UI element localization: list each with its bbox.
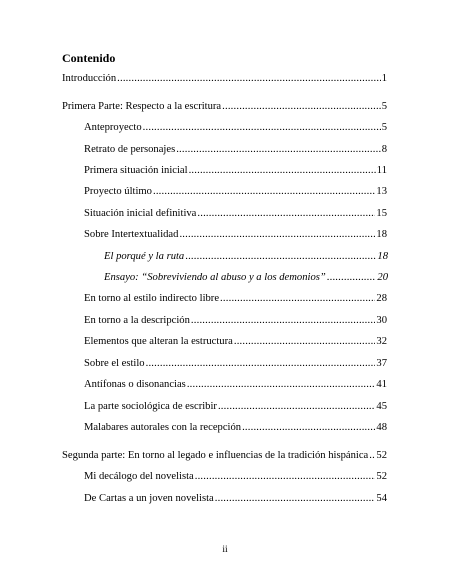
dot-leader: [369, 449, 375, 463]
toc-entry-page: 5: [381, 101, 387, 112]
toc-entry-title: El porqué y la ruta: [104, 251, 185, 262]
dot-leader: [215, 492, 376, 506]
toc-entry-page: 45: [376, 401, 387, 412]
toc-entry-title: Primera Parte: Respecto a la escritura: [62, 101, 222, 112]
toc-entry-title: Sobre el estilo: [84, 358, 145, 369]
toc-entry-title: Proyecto último: [84, 186, 152, 197]
toc-entry-title: Retrato de personajes: [84, 144, 176, 155]
dot-leader: [222, 100, 381, 114]
toc-heading: Contenido: [62, 51, 116, 65]
dot-leader: [197, 207, 375, 221]
dot-leader: [185, 250, 376, 264]
dot-leader: [195, 470, 376, 484]
toc-entry-antifonas[interactable]: [84, 378, 387, 392]
toc-entry-page: 41: [376, 379, 387, 390]
toc-entry-malabares-autorales[interactable]: [84, 421, 387, 435]
toc-entry-page: 1: [381, 73, 387, 84]
dot-leader: [179, 228, 375, 242]
toc-entry-page: 30: [376, 315, 387, 326]
toc-entry-title: Segunda parte: En torno al legado e influencias de la tradición hispánica: [62, 450, 369, 461]
toc-entry-title: Antífonas o disonancias: [84, 379, 186, 390]
toc-entry-anteproyecto[interactable]: [84, 121, 387, 135]
toc-entry-title: Mi decálogo del novelista: [84, 471, 194, 482]
toc-entry-title: En torno al estilo indirecto libre: [84, 293, 220, 304]
toc-entry-title: Anteproyecto: [84, 122, 142, 133]
toc-entry-parte-sociologica[interactable]: [84, 400, 387, 414]
toc-entry-title: De Cartas a un joven novelista: [84, 493, 214, 504]
toc-entry-elementos-estructura[interactable]: [84, 335, 387, 349]
toc-entry-page: 28: [376, 293, 387, 304]
dot-leader: [242, 421, 375, 435]
toc-entry-title: Situación inicial definitiva: [84, 208, 197, 219]
toc-entry-en-torno-a-la-descripcion[interactable]: [84, 314, 387, 328]
toc-entry-page: 11: [376, 165, 387, 176]
page-number-footer: ii: [222, 545, 228, 555]
toc-entry-primera-parte[interactable]: [62, 100, 387, 114]
dot-leader: [327, 271, 377, 285]
dot-leader: [234, 335, 376, 349]
toc-entry-page: 18: [376, 229, 387, 240]
dot-leader: [189, 164, 376, 178]
toc-entry-cartas-joven-novelista[interactable]: [84, 492, 387, 506]
toc-entry-title: Primera situación inicial: [84, 165, 188, 176]
toc-entry-page: 5: [381, 122, 387, 133]
toc-entry-sobre-intertextualidad[interactable]: [84, 228, 387, 242]
dot-leader: [117, 72, 381, 86]
toc-entry-retrato-de-personajes[interactable]: [84, 143, 387, 157]
toc-entry-proyecto-ultimo[interactable]: [84, 185, 387, 199]
toc-entry-title: Elementos que alteran la estructura: [84, 336, 233, 347]
toc-entry-page: 48: [376, 422, 387, 433]
toc-entry-page: 52: [376, 450, 387, 461]
dot-leader: [143, 121, 381, 135]
toc-entry-el-porque-y-la-ruta[interactable]: [104, 250, 388, 264]
toc-entry-page: 20: [377, 272, 388, 283]
toc-entry-page: 52: [376, 471, 387, 482]
toc-entry-title: Introducción: [62, 73, 117, 84]
toc-entry-title: Malabares autorales con la recepción: [84, 422, 242, 433]
toc-entry-estilo-indirecto-libre[interactable]: [84, 292, 387, 306]
toc-entry-introduccion[interactable]: [62, 72, 387, 86]
toc-entry-page: 15: [376, 208, 387, 219]
toc-entry-page: 13: [376, 186, 387, 197]
dot-leader: [146, 357, 376, 371]
toc-entry-primera-situacion-inicial[interactable]: [84, 164, 387, 178]
toc-entry-ensayo-sobreviviendo[interactable]: [104, 271, 388, 285]
toc-entry-situacion-inicial-definitiva[interactable]: [84, 207, 387, 221]
toc-entry-title: La parte sociológica de escribir: [84, 401, 217, 412]
dot-leader: [191, 314, 376, 328]
toc-entry-segunda-parte[interactable]: [62, 449, 387, 463]
dot-leader: [187, 378, 376, 392]
toc-entry-title: Ensayo: “Sobreviviendo al abuso y a los demonios”: [104, 272, 326, 283]
dot-leader: [220, 292, 375, 306]
toc-entry-page: 37: [376, 358, 387, 369]
dot-leader: [218, 400, 375, 414]
toc-entry-decalogo-del-novelista[interactable]: [84, 470, 387, 484]
toc-entry-page: 32: [376, 336, 387, 347]
toc-entry-title: Sobre Intertextualidad: [84, 229, 179, 240]
toc-entry-page: 54: [376, 493, 387, 504]
toc-entry-title: En torno a la descripción: [84, 315, 190, 326]
dot-leader: [153, 185, 375, 199]
toc-entry-page: 8: [381, 144, 387, 155]
toc-entry-page: 18: [377, 251, 388, 262]
toc-entry-sobre-el-estilo[interactable]: [84, 357, 387, 371]
dot-leader: [176, 143, 381, 157]
